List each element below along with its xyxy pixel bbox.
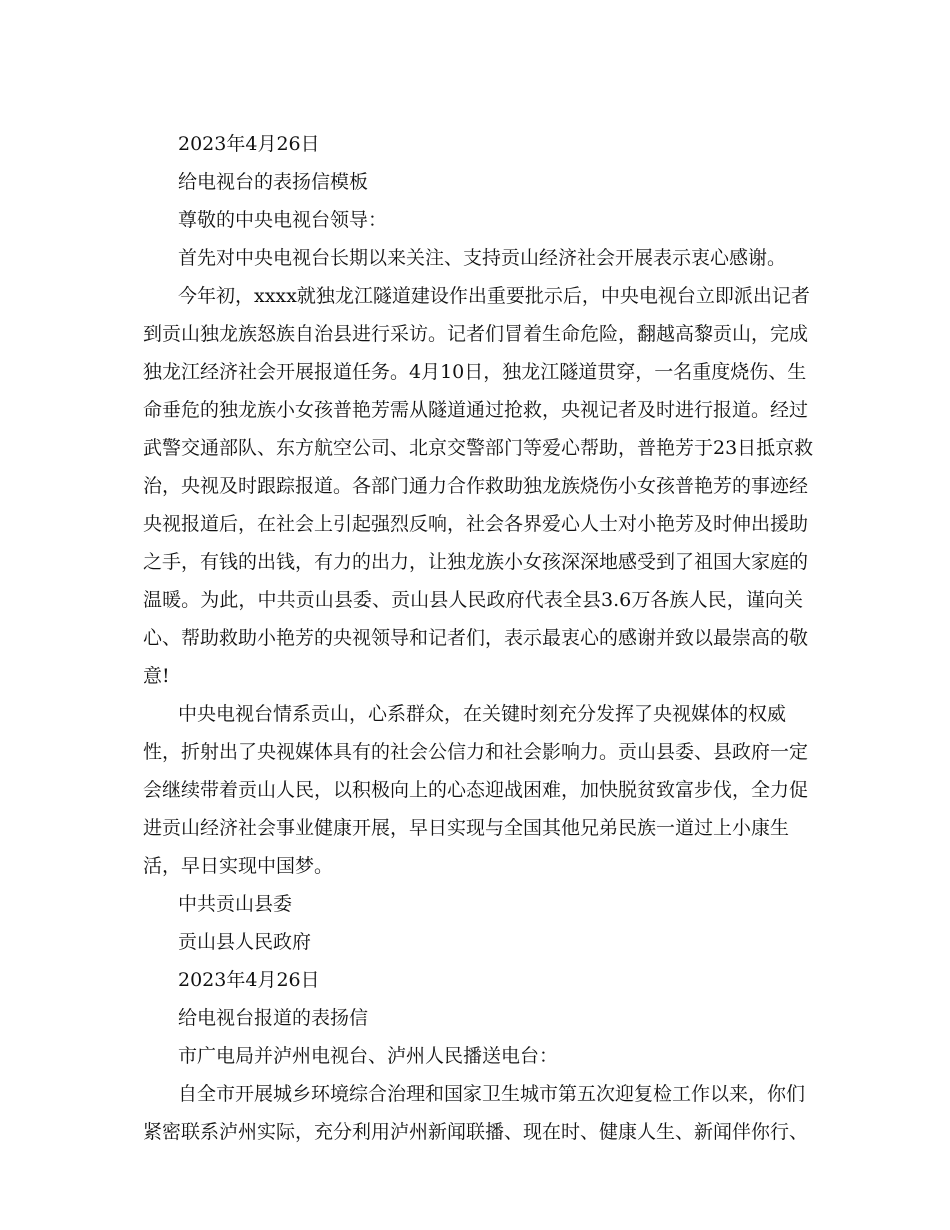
paragraph-line: 温暖。为此，中共贡山县委、贡山县人民政府代表全县3.6万各族人民，谨向关 <box>143 589 803 611</box>
letter-title: 给电视台的表扬信模板 <box>178 171 369 193</box>
salutation: 市广电局并泸州电视台、泸州人民播送电台： <box>178 1045 559 1067</box>
paragraph-line: 独龙江经济社会开展报道任务。4月10日，独龙江隧道贯穿，一名重度烧伤、生 <box>143 361 807 383</box>
paragraph-line: 进贡山经济社会事业健康开展，早日实现与全国其他兄弟民族一道过上小康生 <box>143 817 790 839</box>
paragraph-line: 首先对中央电视台长期以来关注、支持贡山经济社会开展表示衷心感谢。 <box>178 247 787 269</box>
paragraph-line: 紧密联系泸州实际，充分利用泸州新闻联播、现在时、健康人生、新闻伴你行、 <box>143 1121 809 1143</box>
paragraph-line: 今年初，xxxx就独龙江隧道建设作出重要批示后，中央电视台立即派出记者 <box>178 285 810 307</box>
paragraph-line: 到贡山独龙族怒族自治县进行采访。记者们冒着生命危险，翻越高黎贡山，完成 <box>143 323 809 345</box>
paragraph-line: 中央电视台情系贡山，心系群众，在关键时刻充分发挥了央视媒体的权威 <box>178 703 787 725</box>
salutation: 尊敬的中央电视台领导： <box>178 209 388 231</box>
paragraph-line: 活，早日实现中国梦。 <box>143 855 334 877</box>
paragraph-line: 性，折射出了央视媒体具有的社会公信力和社会影响力。贡山县委、县政府一定 <box>143 741 809 763</box>
paragraph-line: 意! <box>143 665 170 687</box>
paragraph-line: 央视报道后，在社会上引起强烈反响，社会各界爱心人士对小艳芳及时伸出援助 <box>143 513 809 535</box>
date-line: 2023年4月26日 <box>178 969 320 991</box>
paragraph-line: 命垂危的独龙族小女孩普艳芳需从隧道通过抢救，央视记者及时进行报道。经过 <box>143 399 809 421</box>
paragraph-line: 之手，有钱的出钱，有力的出力，让独龙族小女孩深深地感受到了祖国大家庭的 <box>143 551 809 573</box>
signature-committee: 中共贡山县委 <box>178 893 293 915</box>
paragraph-line: 心、帮助救助小艳芳的央视领导和记者们，表示最衷心的感谢并致以最崇高的敬 <box>143 627 809 649</box>
letter-title: 给电视台报道的表扬信 <box>178 1007 369 1029</box>
paragraph-line: 治，央视及时跟踪报道。各部门通力合作救助独龙族烧伤小女孩普艳芳的事迹经 <box>143 475 809 497</box>
paragraph-line: 自全市开展城乡环境综合治理和国家卫生城市第五次迎复检工作以来，你们 <box>178 1083 806 1105</box>
signature-government: 贡山县人民政府 <box>178 931 312 953</box>
paragraph-line: 会继续带着贡山人民，以积极向上的心态迎战困难，加快脱贫致富步伐，全力促 <box>143 779 809 801</box>
date-line: 2023年4月26日 <box>178 133 320 155</box>
paragraph-line: 武警交通部队、东方航空公司、北京交警部门等爱心帮助，普艳芳于23日抵京救 <box>143 437 814 459</box>
